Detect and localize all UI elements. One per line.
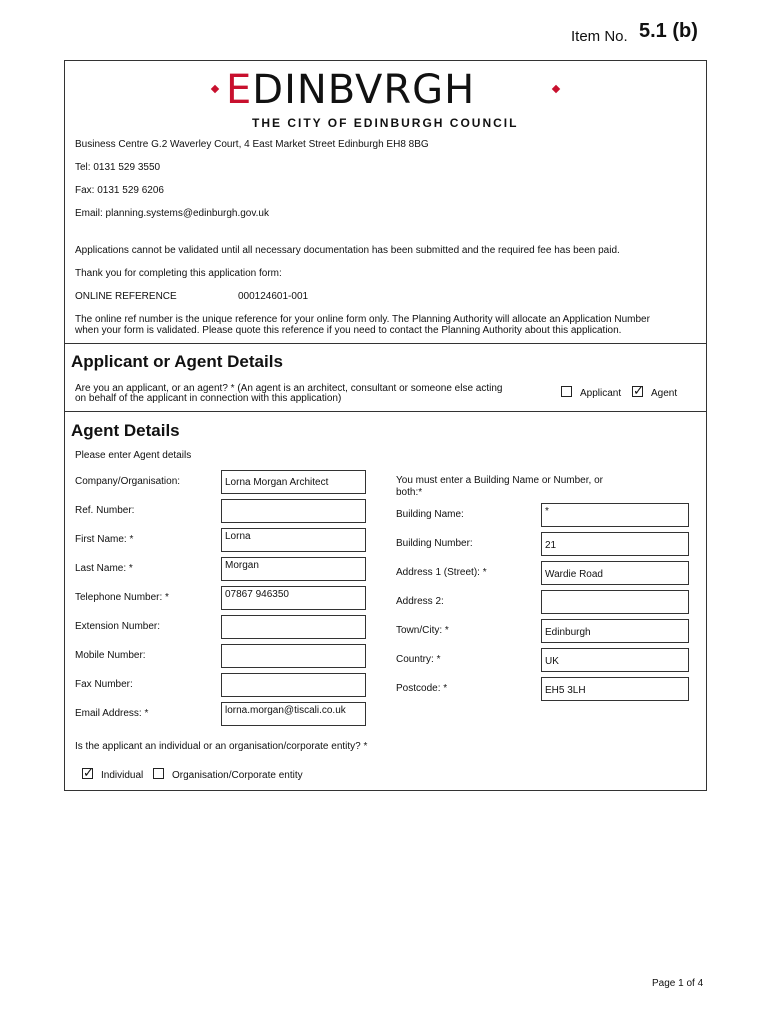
contact-fax: Fax: 0131 529 6206: [75, 185, 164, 196]
country-label: Country: *: [396, 654, 441, 665]
online-reference-label: ONLINE REFERENCE: [75, 291, 177, 302]
telephone-label: Telephone Number: *: [75, 592, 169, 603]
first-name-label: First Name: *: [75, 534, 134, 545]
company-label: Company/Organisation:: [75, 476, 181, 487]
entity-question: Is the applicant an individual or an organisation/corporate entity? *: [75, 741, 368, 752]
reference-note-line-1: The online ref number is the unique reference for your online form only. The Planning Authority will allocate an Application Number: [75, 314, 650, 325]
page-number: Page 1 of 4: [652, 978, 704, 989]
reference-note-line-2: when your form is validated. Please quote this reference if you need to contact the Planning Authority about this application.: [75, 325, 622, 336]
contact-tel: Tel: 0131 529 3550: [75, 162, 161, 173]
organisation-option-label: Organisation/Corporate entity: [172, 770, 303, 781]
applicant-agent-question-line-1: Are you an applicant, or an agent? * (An agent is an architect, consultant or someone else acting: [75, 383, 503, 394]
last-name-label: Last Name: *: [75, 563, 133, 574]
applicant-option-label: Applicant: [580, 388, 622, 399]
applicant-checkbox[interactable]: [561, 386, 572, 397]
address-1-label: Address 1 (Street): *: [396, 567, 487, 578]
agent-check-mark: ✓: [633, 383, 644, 398]
first-name-input[interactable]: Lorna: [221, 528, 366, 552]
ref-number-input[interactable]: [221, 499, 366, 523]
town-city-label: Town/City: *: [396, 625, 449, 636]
building-number-input[interactable]: 21: [541, 532, 689, 556]
ref-number-label: Ref. Number:: [75, 505, 135, 516]
applicant-agent-question-line-2: on behalf of the applicant in connection with this application): [75, 393, 342, 404]
validation-notice: Applications cannot be validated until all necessary documentation has been submitted and the required fee has been paid.: [75, 245, 620, 256]
telephone-input[interactable]: 07867 946350: [221, 586, 366, 610]
item-number-value: 5.1 (b): [639, 20, 698, 42]
applicant-agent-section-title: Applicant or Agent Details: [71, 352, 283, 371]
country-input[interactable]: UK: [541, 648, 689, 672]
email-label: Email Address: *: [75, 708, 149, 719]
email-input[interactable]: lorna.morgan@tiscali.co.uk: [221, 702, 366, 726]
section-divider: [64, 343, 707, 344]
building-name-label: Building Name:: [396, 509, 464, 520]
individual-check-mark: ✓: [83, 765, 94, 780]
building-requirement-note: You must enter a Building Name or Number, or both:*: [396, 475, 603, 498]
logo-e-letter: E: [226, 67, 253, 113]
section-divider: [64, 411, 707, 412]
fax-label: Fax Number:: [75, 679, 133, 690]
building-name-input[interactable]: *: [541, 503, 689, 527]
item-number-label: Item No.: [571, 28, 628, 45]
council-logo: [226, 67, 476, 113]
last-name-input[interactable]: Morgan: [221, 557, 366, 581]
individual-checkbox[interactable]: [82, 765, 94, 780]
company-input[interactable]: Lorna Morgan Architect: [221, 470, 366, 494]
mobile-label: Mobile Number:: [75, 650, 146, 661]
individual-option-label: Individual: [101, 770, 144, 781]
fax-input[interactable]: [221, 673, 366, 697]
logo-subtitle: THE CITY OF EDINBURGH COUNCIL: [252, 116, 519, 130]
extension-input[interactable]: [221, 615, 366, 639]
agent-details-intro: Please enter Agent details: [75, 450, 192, 461]
logo-word-rest: DINBVRGH: [252, 67, 476, 113]
address-1-input[interactable]: Wardie Road: [541, 561, 689, 585]
online-reference-value: 000124601-001: [238, 291, 309, 302]
contact-email: Email: planning.systems@edinburgh.gov.uk: [75, 208, 269, 219]
postcode-label: Postcode: *: [396, 683, 448, 694]
mobile-input[interactable]: [221, 644, 366, 668]
organisation-checkbox[interactable]: [153, 768, 164, 779]
address-2-input[interactable]: [541, 590, 689, 614]
town-city-input[interactable]: Edinburgh: [541, 619, 689, 643]
agent-details-section-title: Agent Details: [71, 421, 180, 440]
building-number-label: Building Number:: [396, 538, 473, 549]
extension-label: Extension Number:: [75, 621, 161, 632]
contact-address: Business Centre G.2 Waverley Court, 4 East Market Street Edinburgh EH8 8BG: [75, 139, 429, 150]
thanks-text: Thank you for completing this application form:: [75, 268, 282, 279]
address-2-label: Address 2:: [396, 596, 444, 607]
agent-checkbox[interactable]: [632, 383, 644, 398]
postcode-input[interactable]: EH5 3LH: [541, 677, 689, 701]
agent-option-label: Agent: [651, 388, 678, 399]
